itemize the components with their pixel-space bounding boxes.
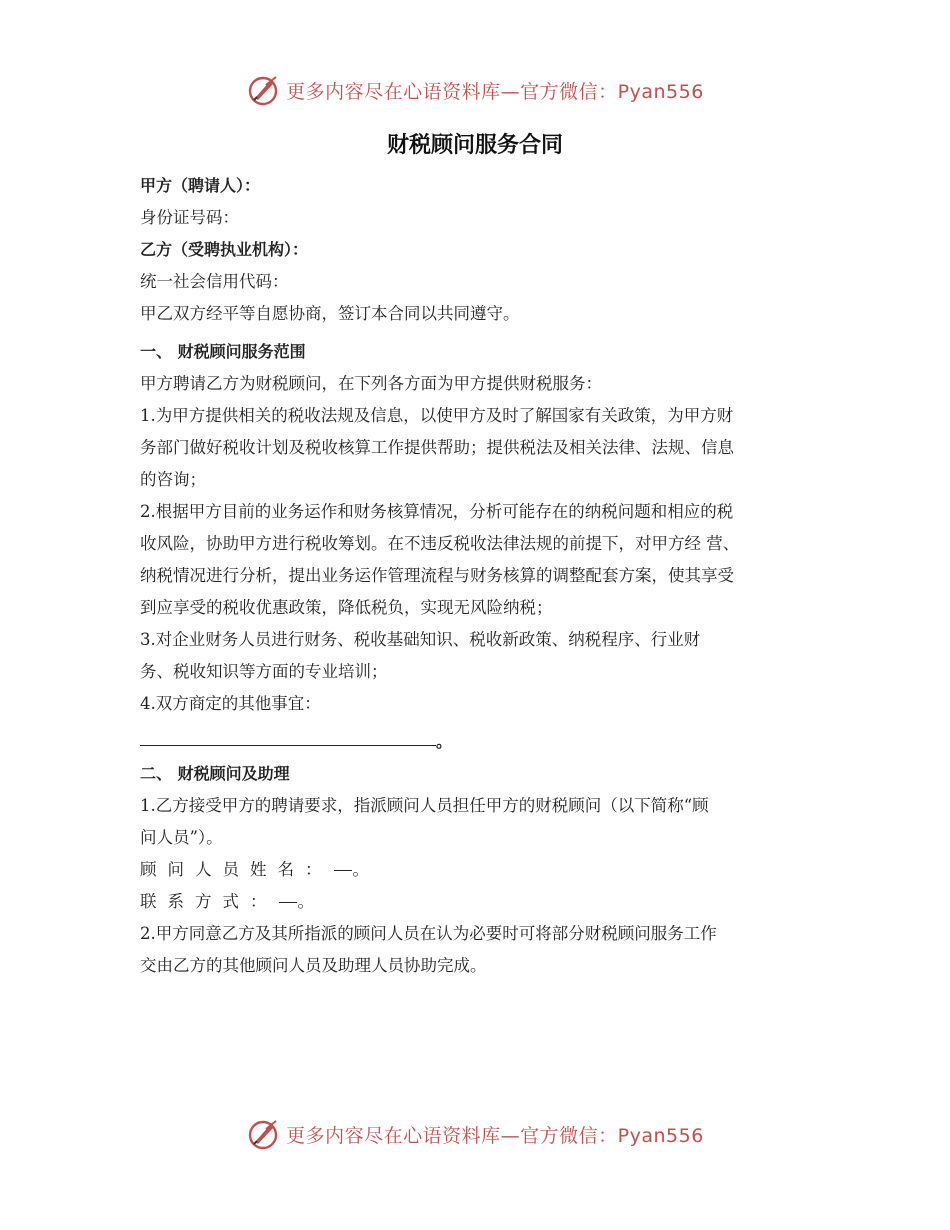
contact-row (140, 886, 818, 918)
contract-body (140, 170, 818, 982)
contact-blank (279, 902, 297, 903)
fill-in-blank-line (140, 720, 818, 752)
section1-item2-line: 纳税情况进行分析，提出业务运作管理流程与财务核算的调整配套方案，使其享受 (140, 566, 734, 585)
advisor-name-blank (334, 870, 352, 871)
credit-code-label: 统一社会信用代码： (140, 272, 289, 291)
contact-end: 。 (297, 892, 314, 911)
party-a-label: 甲方（聘请人）： (140, 176, 261, 195)
section2-item2-line: 交由乙方的其他顾问人员及助理人员协助完成。 (140, 956, 487, 975)
section1-item1-line: 1.为甲方提供相关的税收法规及信息，以使甲方及时了解国家有关政策，为甲方财 (140, 406, 734, 425)
footer-banner (0, 1114, 950, 1154)
preamble: 甲乙双方经平等自愿协商，签订本合同以共同遵守。 (140, 304, 520, 323)
section1-heading: 一、 财税顾问服务范围 (140, 342, 306, 361)
contact-label: 联系方式： (140, 892, 278, 911)
section1-item2-line: 收风险，协助甲方进行税收筹划。在不违反税收法律法规的前提下，对甲方经 营、 (140, 534, 740, 553)
section1-item2-line: 2.根据甲方目前的业务运作和财务核算情况，分析可能存在的纳税问题和相应的税 (140, 502, 734, 521)
header-banner (0, 70, 950, 110)
section1-item1-line: 务部门做好税收计划及税收核算工作提供帮助；提供税法及相关法律、法规、信息 (140, 438, 734, 457)
section2-item1-line: 1.乙方接受甲方的聘请要求，指派顾问人员担任甲方的财税顾问（以下简称“顾 (140, 796, 709, 815)
footer-banner-text: 更多内容尽在心语资料库—官方微信：Pyan556 (286, 1124, 704, 1147)
section1-item4: 4.双方商定的其他事宜： (140, 694, 321, 713)
header-banner-text: 更多内容尽在心语资料库—官方微信：Pyan556 (286, 80, 704, 103)
section2-item1-line: 问人员”）。 (140, 828, 223, 847)
section1-intro: 甲方聘请乙方为财税顾问，在下列各方面为甲方提供财税服务： (140, 374, 602, 393)
section1-item3-line: 3.对企业财务人员进行财务、税收基础知识、税收新政策、纳税程序、行业财 (140, 630, 701, 649)
id-number-label: 身份证号码： (140, 208, 239, 227)
advisor-name-row (140, 854, 818, 886)
party-b-label: 乙方（受聘执业机构）： (140, 240, 309, 259)
section1-item3-line: 务、税收知识等方面的专业培训； (140, 662, 388, 681)
advisor-name-end: 。 (352, 860, 369, 879)
section2-heading: 二、 财税顾问及助理 (140, 764, 290, 783)
section1-item2-line: 到应享受的税收优惠政策，降低税负，实现无风险纳税； (140, 598, 553, 617)
section1-item1-line: 的咨询； (140, 470, 206, 489)
quill-logo-icon (246, 1117, 280, 1151)
quill-logo-icon (246, 73, 280, 107)
page-title: 财税顾问服务合同 (386, 133, 563, 158)
blank-underline (140, 745, 436, 746)
blank-line-end: 。 (436, 732, 453, 751)
section2-item2-line: 2.甲方同意乙方及其所指派的顾问人员在认为必要时可将部分财税顾问服务工作 (140, 924, 717, 943)
advisor-name-label: 顾问人员姓名： (140, 860, 333, 879)
